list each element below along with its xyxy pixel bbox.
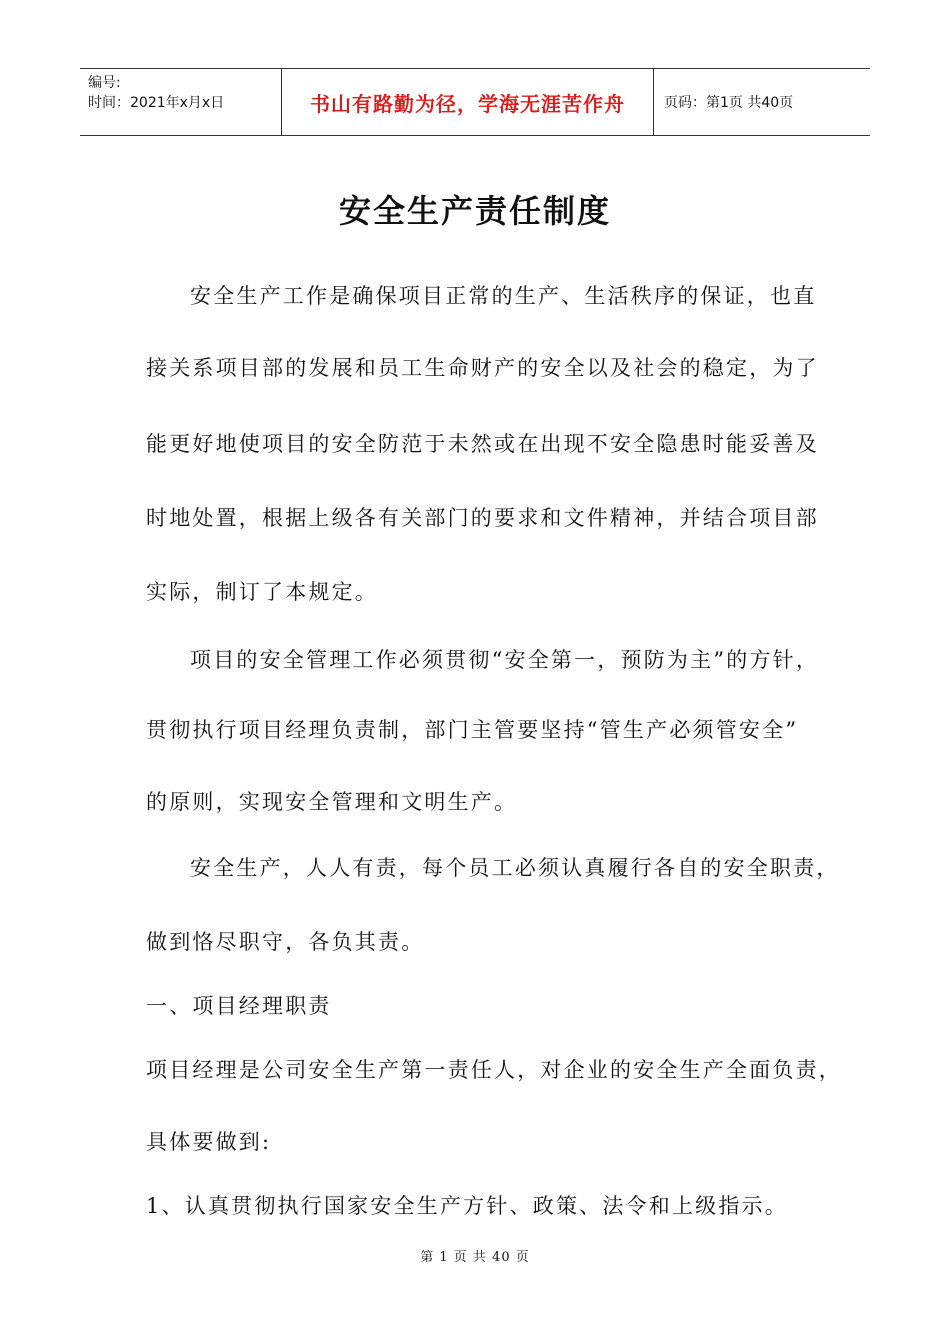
body-line: 项目的安全管理工作必须贯彻“安全第一，预防为主”的方针， [190, 648, 820, 672]
body-line: 贯彻执行项目经理负责制，部门主管要坚持“管生产必须管安全” [146, 718, 799, 742]
body-line: 的原则，实现安全管理和文明生产。 [146, 790, 518, 814]
body-line: 时地处置，根据上级各有关部门的要求和文件精神，并结合项目部 [146, 506, 819, 530]
body-line: 1、认真贯彻执行国家安全生产方针、政策、法令和上级指示。 [146, 1194, 788, 1218]
page-title: 安全生产责任制度 [338, 192, 611, 230]
body-line: 具体要做到: [146, 1130, 272, 1154]
body-line: 实际，制订了本规定。 [146, 580, 378, 604]
body-line: 能更好地使项目的安全防范于未然或在出现不安全隐患时能妥善及 [146, 432, 819, 456]
body-line: 做到恪尽职守，各负其责。 [146, 930, 425, 954]
date-line: 时间：2021年x月x日 [88, 95, 225, 111]
motto: 书山有路勤为径，学海无涯苦作舟 [282, 69, 654, 135]
document-header [80, 68, 870, 136]
body-line: 接关系项目部的发展和员工生命财产的安全以及社会的稳定，为了 [146, 356, 819, 380]
number-label: 编号: [88, 75, 121, 91]
body-line: 安全生产工作是确保项目正常的生产、生活秩序的保证，也直 [190, 284, 817, 308]
page-footer: 第 1 页 共 40 页 [420, 1250, 530, 1265]
page-info: 页码：第1页 共40页 [664, 95, 794, 111]
body-line: 安全生产，人人有责，每个员工必须认真履行各自的安全职责， [190, 856, 840, 880]
body-line: 项目经理是公司安全生产第一责任人，对企业的安全生产全面负责， [146, 1058, 842, 1082]
section-heading: 一、项目经理职责 [146, 994, 332, 1018]
header-meta-cell [80, 69, 282, 135]
